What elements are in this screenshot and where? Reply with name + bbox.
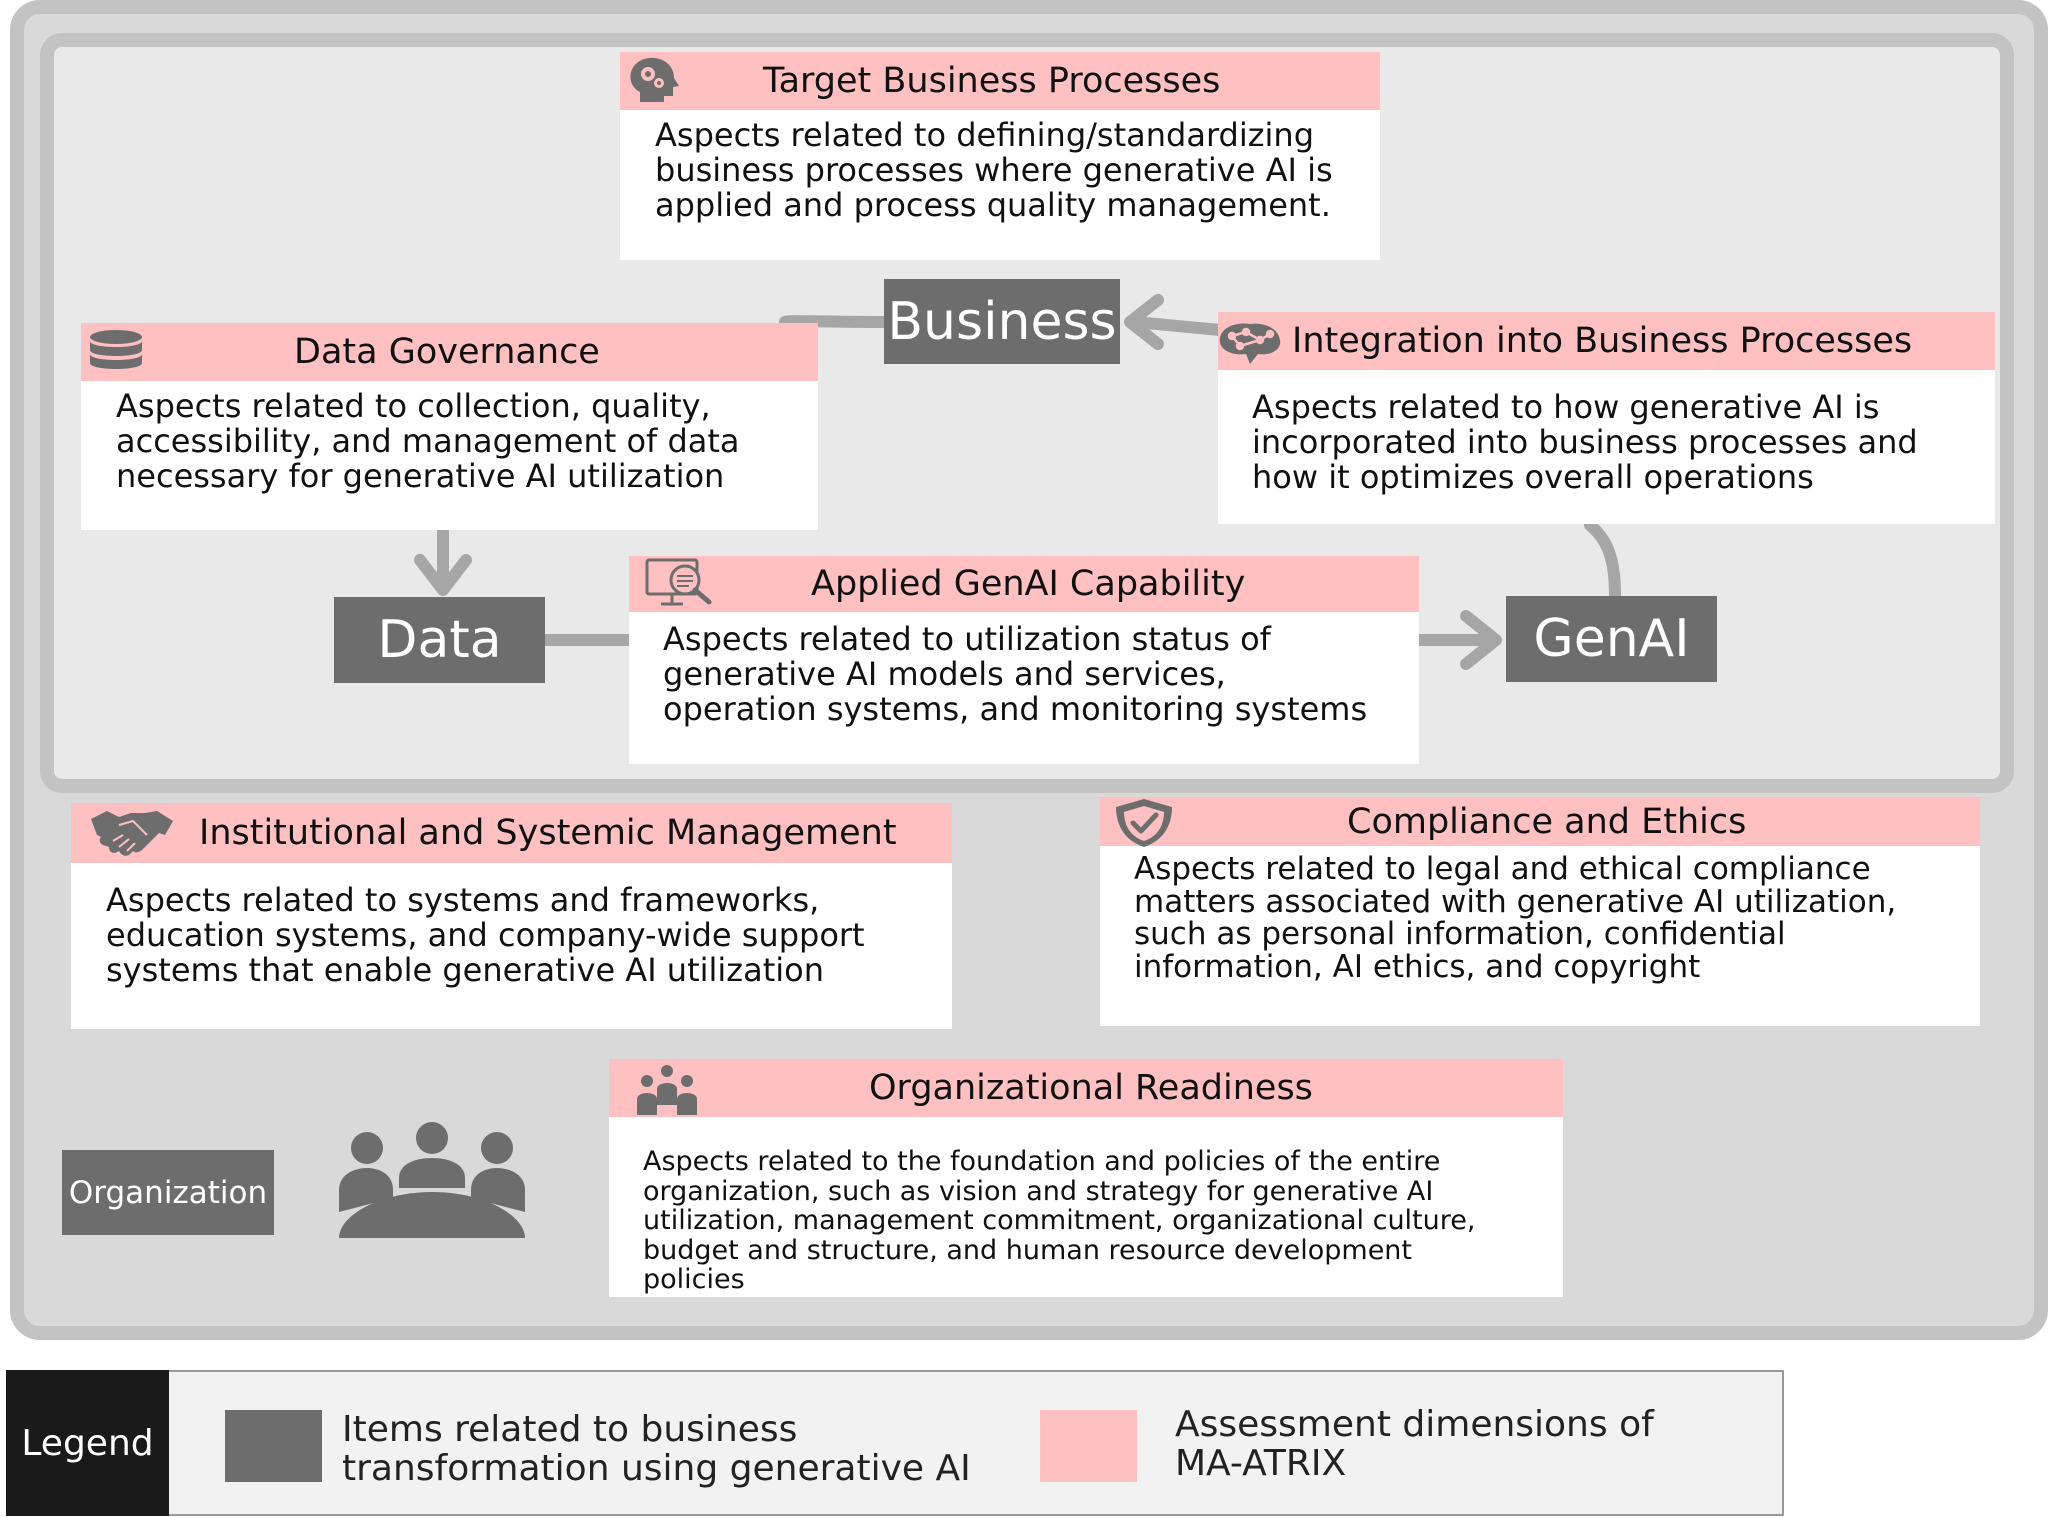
- card-description-line: Aspects related to legal and ethical compliance: [1134, 851, 1871, 887]
- card-title: Integration into Business Processes: [1292, 321, 1913, 361]
- head-gears-icon: [626, 56, 682, 106]
- legend-label: Legend: [6, 1370, 169, 1516]
- card-description-line: Aspects related to how generative AI is: [1252, 388, 1880, 426]
- card-title: Applied GenAI Capability: [811, 564, 1246, 604]
- card-description-line: organization, such as vision and strategy for generative AI: [643, 1175, 1434, 1207]
- card-description-line: matters associated with generative AI utilization,: [1134, 883, 1897, 920]
- card-description-line: Aspects related to the foundation and policies of the entire: [643, 1146, 1441, 1177]
- legend-text-line: Assessment dimensions of: [1175, 1404, 1654, 1445]
- card-applied-genai-capability: [629, 556, 1419, 764]
- card-description-line: business processes where generative AI is: [655, 151, 1333, 189]
- card-description: [643, 1147, 1475, 1295]
- card-description: [655, 118, 1333, 223]
- legend-text-line: Items related to business: [342, 1409, 798, 1450]
- legend-text-line: transformation using generative AI: [342, 1448, 971, 1489]
- card-description-line: incorporated into business processes and: [1252, 423, 1918, 461]
- legend-swatch-pink: [1040, 1410, 1137, 1482]
- card-description-line: such as personal information, confidential: [1134, 916, 1786, 952]
- handshake-icon: [89, 805, 175, 859]
- card-description-line: policies: [643, 1264, 745, 1295]
- card-title: Organizational Readiness: [869, 1068, 1313, 1108]
- card-description: [116, 389, 740, 494]
- card-description-line: operation systems, and monitoring systems: [663, 690, 1368, 728]
- arrow-genai-to-integration: [1590, 525, 1615, 595]
- card-description-line: Aspects related to systems and frameworks,: [106, 881, 820, 919]
- card-description-line: utilization, management commitment, organizational culture,: [643, 1205, 1476, 1236]
- card-title: Institutional and Systemic Management: [199, 813, 897, 853]
- card-description-line: how it optimizes overall operations: [1252, 458, 1814, 496]
- card-title: Data Governance: [294, 332, 600, 372]
- card-description: [1134, 853, 1896, 983]
- monitor-magnifier-icon: [643, 556, 723, 614]
- arrow-business-to-data: [785, 321, 884, 322]
- card-description-line: systems that enable generative AI utilization: [106, 951, 824, 989]
- business-node: Business: [884, 279, 1120, 364]
- genai-node: GenAI: [1506, 596, 1717, 682]
- database-icon: [87, 329, 145, 375]
- card-description-line: Aspects related to collection, quality,: [116, 387, 711, 425]
- legend-text-gray: [342, 1410, 971, 1488]
- legend-swatch-gray: [225, 1410, 322, 1482]
- card-data-governance: [81, 323, 818, 530]
- card-description-line: applied and process quality management.: [655, 186, 1331, 224]
- legend-text-line: MA-ATRIX: [1175, 1443, 1347, 1484]
- card-institutional-and-systemic-management: [71, 803, 952, 1029]
- data-node: Data: [334, 597, 545, 683]
- legend-text-pink: [1175, 1405, 1654, 1483]
- card-target-business-processes: [620, 52, 1380, 260]
- card-organizational-readiness: [609, 1059, 1563, 1297]
- card-compliance-and-ethics: [1100, 797, 1980, 1026]
- shield-check-icon: [1112, 797, 1176, 849]
- organization-people-icon: [335, 1120, 530, 1245]
- card-title: Target Business Processes: [763, 61, 1221, 101]
- card-description-line: education systems, and company-wide support: [106, 916, 865, 954]
- card-description: [663, 622, 1367, 727]
- card-description-line: Aspects related to defining/standardizing: [655, 116, 1315, 154]
- card-description-line: necessary for generative AI utilization: [116, 457, 725, 495]
- card-description-line: budget and structure, and human resource development: [643, 1234, 1412, 1266]
- card-description-line: information, AI ethics, and copyright: [1134, 948, 1701, 985]
- card-description: [1252, 390, 1918, 495]
- card-title: Compliance and Ethics: [1347, 801, 1747, 842]
- card-description-line: generative AI models and services,: [663, 655, 1226, 693]
- card-description-line: Aspects related to utilization status of: [663, 620, 1271, 658]
- card-description-line: accessibility, and management of data: [116, 422, 740, 460]
- people-group-icon: [631, 1061, 703, 1117]
- brain-network-icon: [1210, 316, 1290, 368]
- organization-node: Organization: [62, 1150, 274, 1235]
- card-description: [106, 883, 865, 988]
- card-integration-into-business-processes: [1218, 312, 1995, 524]
